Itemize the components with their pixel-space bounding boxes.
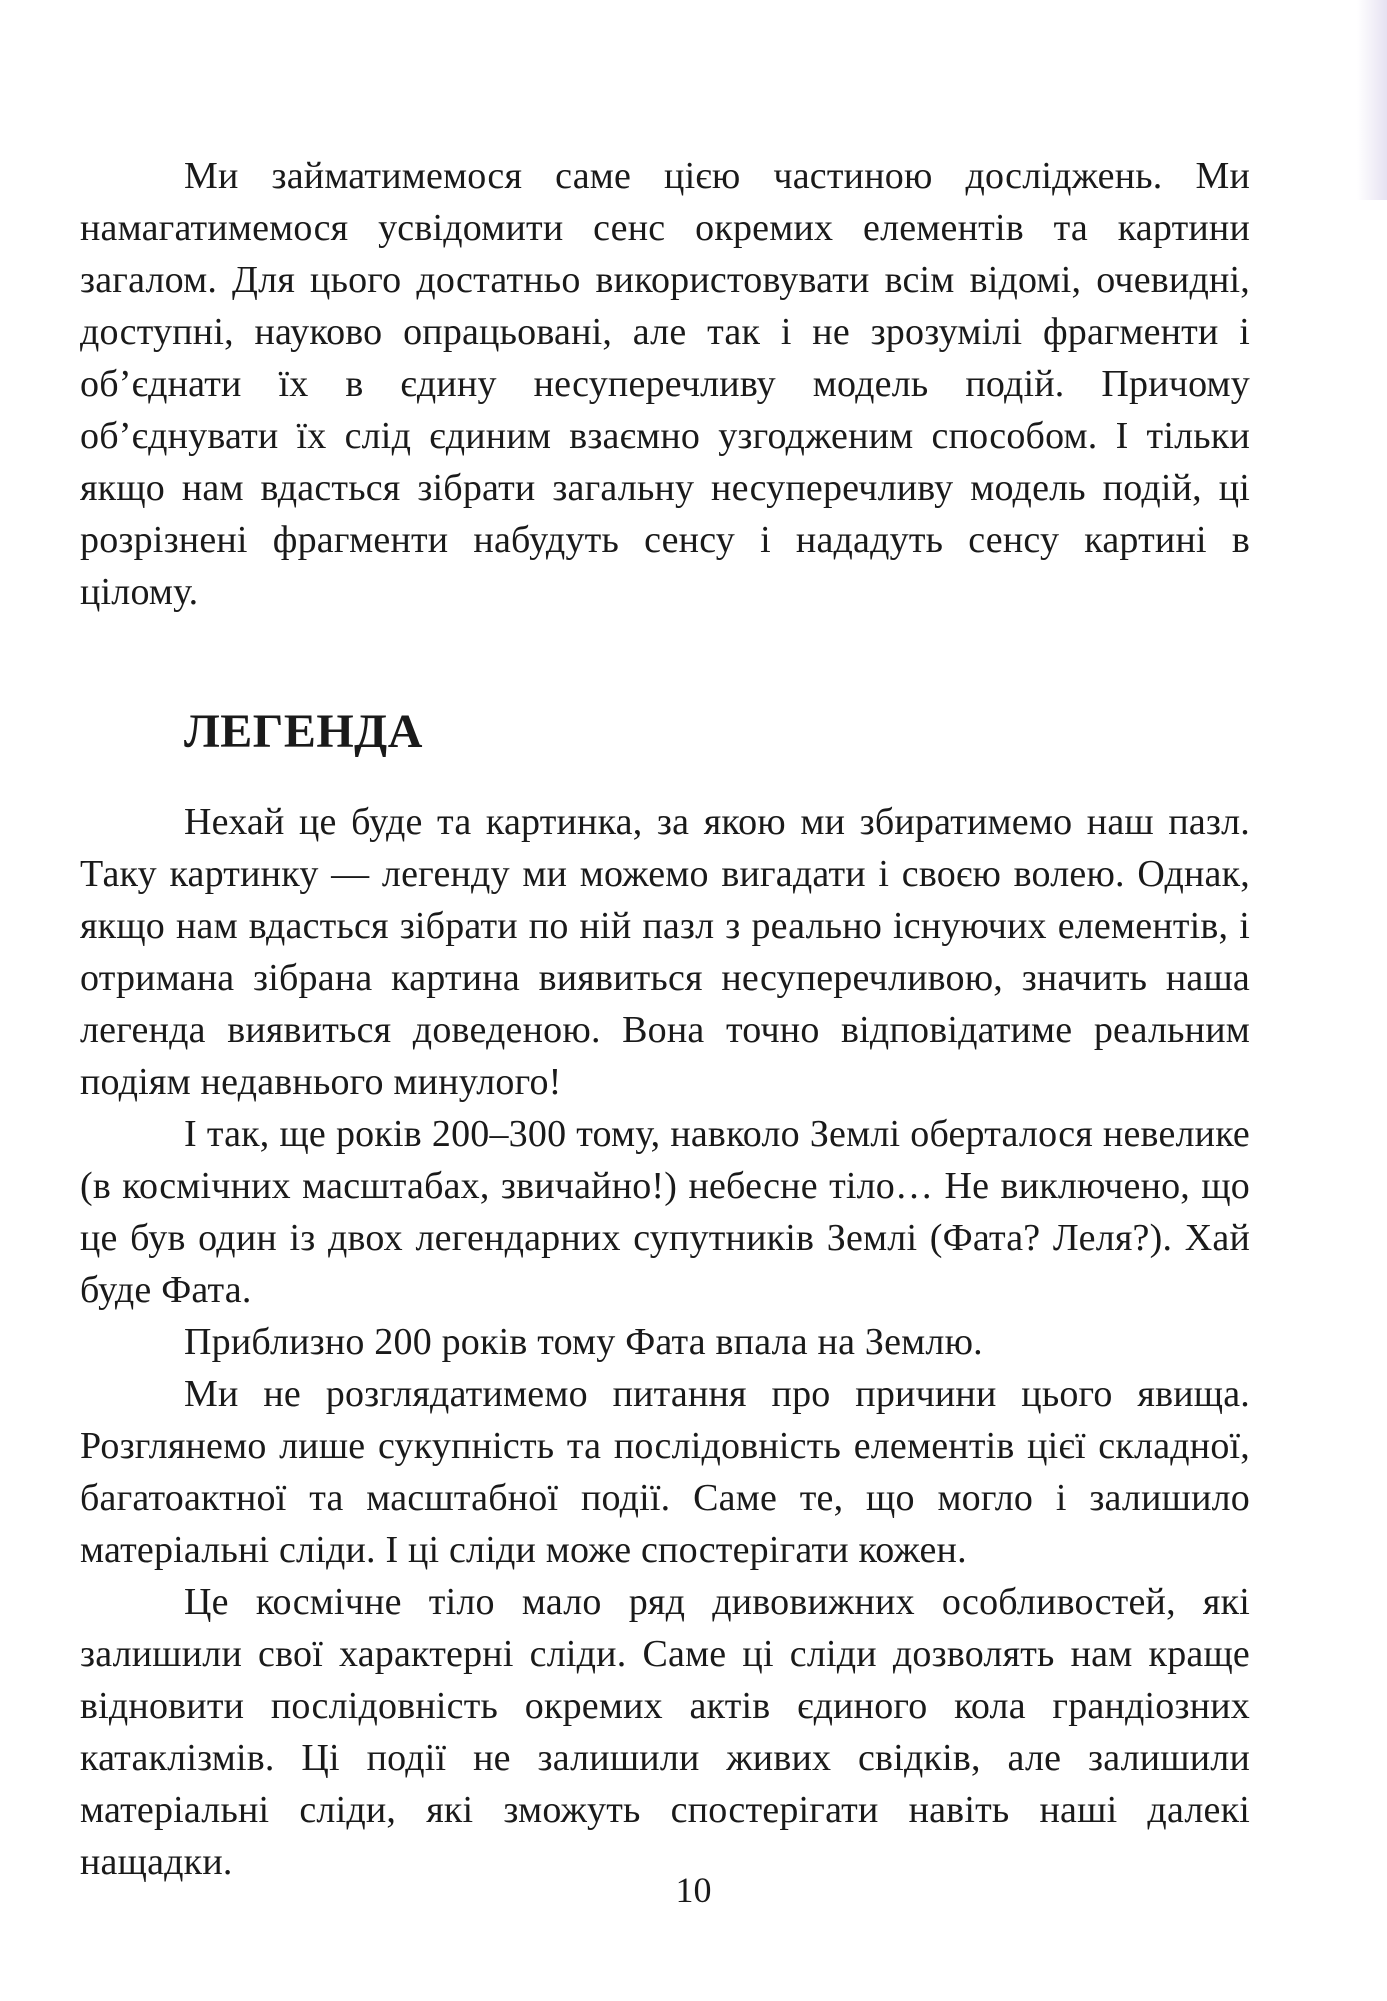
intro-paragraph: Ми займатимемося саме цією частиною досліджень. Ми намагатимемося усвідомити сенс окремих елементів та картини загалом. Для цього достатньо використовувати всім відомі, очевидні, доступні, науково опрацьовані, але так і не зрозумілі фрагменти і об’єднати їх в єдину несуперечливу модель подій. Причому об’єднувати їх слід єдиним взаємно узгодженим способом. І тільки якщо нам вдасться зібрати загальну несуперечливу модель подій, ці розрізнені фрагменти набудуть сенсу і нададуть сенсу картині в цілому. (80, 155, 1250, 613)
section-paragraph-3: Приблизно 200 років тому Фата впала на Землю. (184, 1321, 983, 1363)
section-paragraph-5: Це космічне тіло мало ряд дивовижних особливостей, які залишили свої характерні сліди. Саме ці сліди дозволять нам краще відновити послідовність окремих актів єдиного кола грандіозних катаклізмів. Ці події не залишили живих свідків, але залишили матеріальні сліди, які зможуть спостерігати навіть наші далекі нащадки. (80, 1581, 1250, 1883)
book-page (80, 150, 1250, 1888)
section-paragraph-4: Ми не розглядатимемо питання про причини цього явища. Розглянемо лише сукупність та послідовність елементів цієї складної, багатоактної та масштабної події. Саме те, що могло і залишило матеріальні сліди. І ці сліди може спостерігати кожен. (80, 1373, 1250, 1571)
section-spacer (80, 618, 1250, 702)
section-paragraph-1: Нехай це буде та картинка, за якою ми збиратимемо наш пазл. Таку картинку — легенду ми можемо вигадати і своєю волею. Однак, якщо нам вдасться зібрати по ній пазл з реально існуючих елементів, і отримана зібрана картина виявиться несуперечливою, значить наша легенда виявиться доведеною. Вона точно відповідатиме реальним подіям недавнього минулого! (80, 801, 1250, 1103)
page-number: 10 (675, 1870, 712, 1910)
section-heading: ЛЕГЕНДА (184, 705, 423, 758)
page-edge-tint (1357, 0, 1387, 200)
section-paragraph-2: І так, ще років 200–300 тому, навколо Землі оберталося невелике (в космічних масштабах, звичайно!) небесне тіло… Не виключено, що це був один із двох легендарних супутників Землі (Фата? Леля?). Хай буде Фата. (80, 1113, 1250, 1311)
